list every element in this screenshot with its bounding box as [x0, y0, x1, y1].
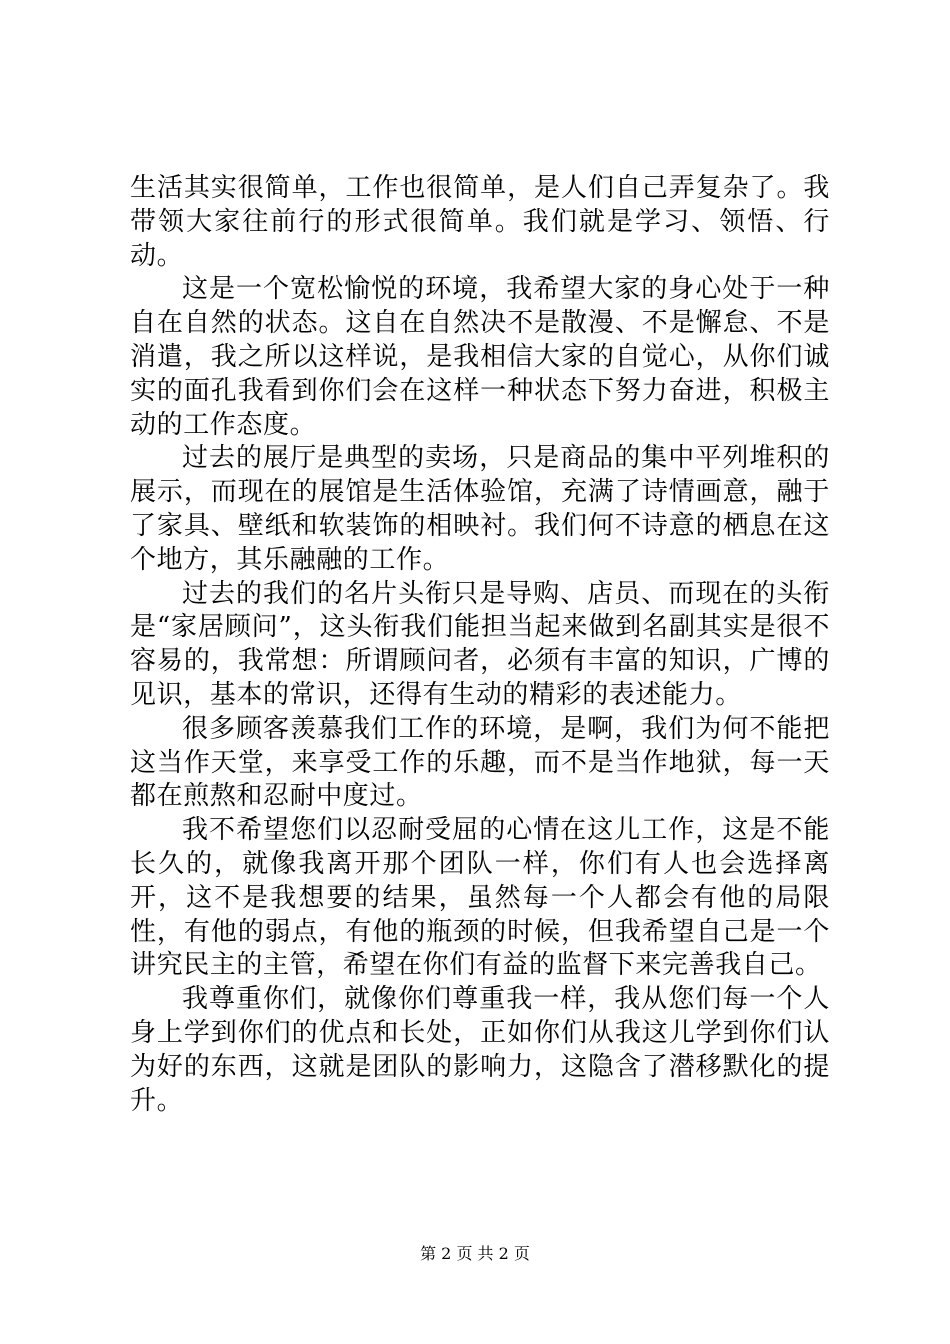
paragraph: 我不希望您们以忍耐受屈的心情在这儿工作，这是不能长久的，就像我离开那个团队一样，你们有人也会选择离开，这不是我想要的结果，虽然每一个人都会有他的局限性，有他的弱点，有他的瓶颈的时候，但我希望自己是一个讲究民主的主管，希望在你们有益的监督下来完善我自己。	[130, 815, 830, 981]
paragraph: 过去的我们的名片头衔只是导购、店员、而现在的头衔是“家居顾问”，这头衔我们能担当起来做到名副其实是很不容易的，我常想：所谓顾问者，必须有丰富的知识，广博的见识，基本的常识，还得有生动的精彩的表述能力。	[130, 578, 830, 710]
paragraph: 很多顾客羡慕我们工作的环境，是啊，我们为何不能把这当作天堂，来享受工作的乐趣，而不是当作地狱，每一天都在煎熬和忍耐中度过。	[130, 713, 830, 812]
paragraph: 过去的展厅是典型的卖场，只是商品的集中平列堆积的展示，而现在的展馆是生活体验馆，充满了诗情画意，融于了家具、壁纸和软装饰的相映衬。我们何不诗意的栖息在这个地方，其乐融融的工作。	[130, 443, 830, 575]
page-number-footer: 第 2 页 共 2 页	[420, 1244, 530, 1263]
paragraph: 生活其实很简单，工作也很简单，是人们自己弄复杂了。我带领大家往前行的形式很简单。我们就是学习、领悟、行动。	[130, 173, 830, 271]
document-body	[130, 172, 830, 1118]
paragraph: 我尊重你们，就像你们尊重我一样，我从您们每一个人身上学到你们的优点和长处，正如你们从我这儿学到你们认为好的东西，这就是团队的影响力，这隐含了潜移默化的提升。	[130, 984, 830, 1116]
paragraph: 这是一个宽松愉悦的环境，我希望大家的身心处于一种自在自然的状态。这自在自然决不是散漫、不是懈怠、不是消遣，我之所以这样说，是我相信大家的自觉心，从你们诚实的面孔我看到你们会在这样一种状态下努力奋进，积极主动的工作态度。	[130, 274, 830, 440]
